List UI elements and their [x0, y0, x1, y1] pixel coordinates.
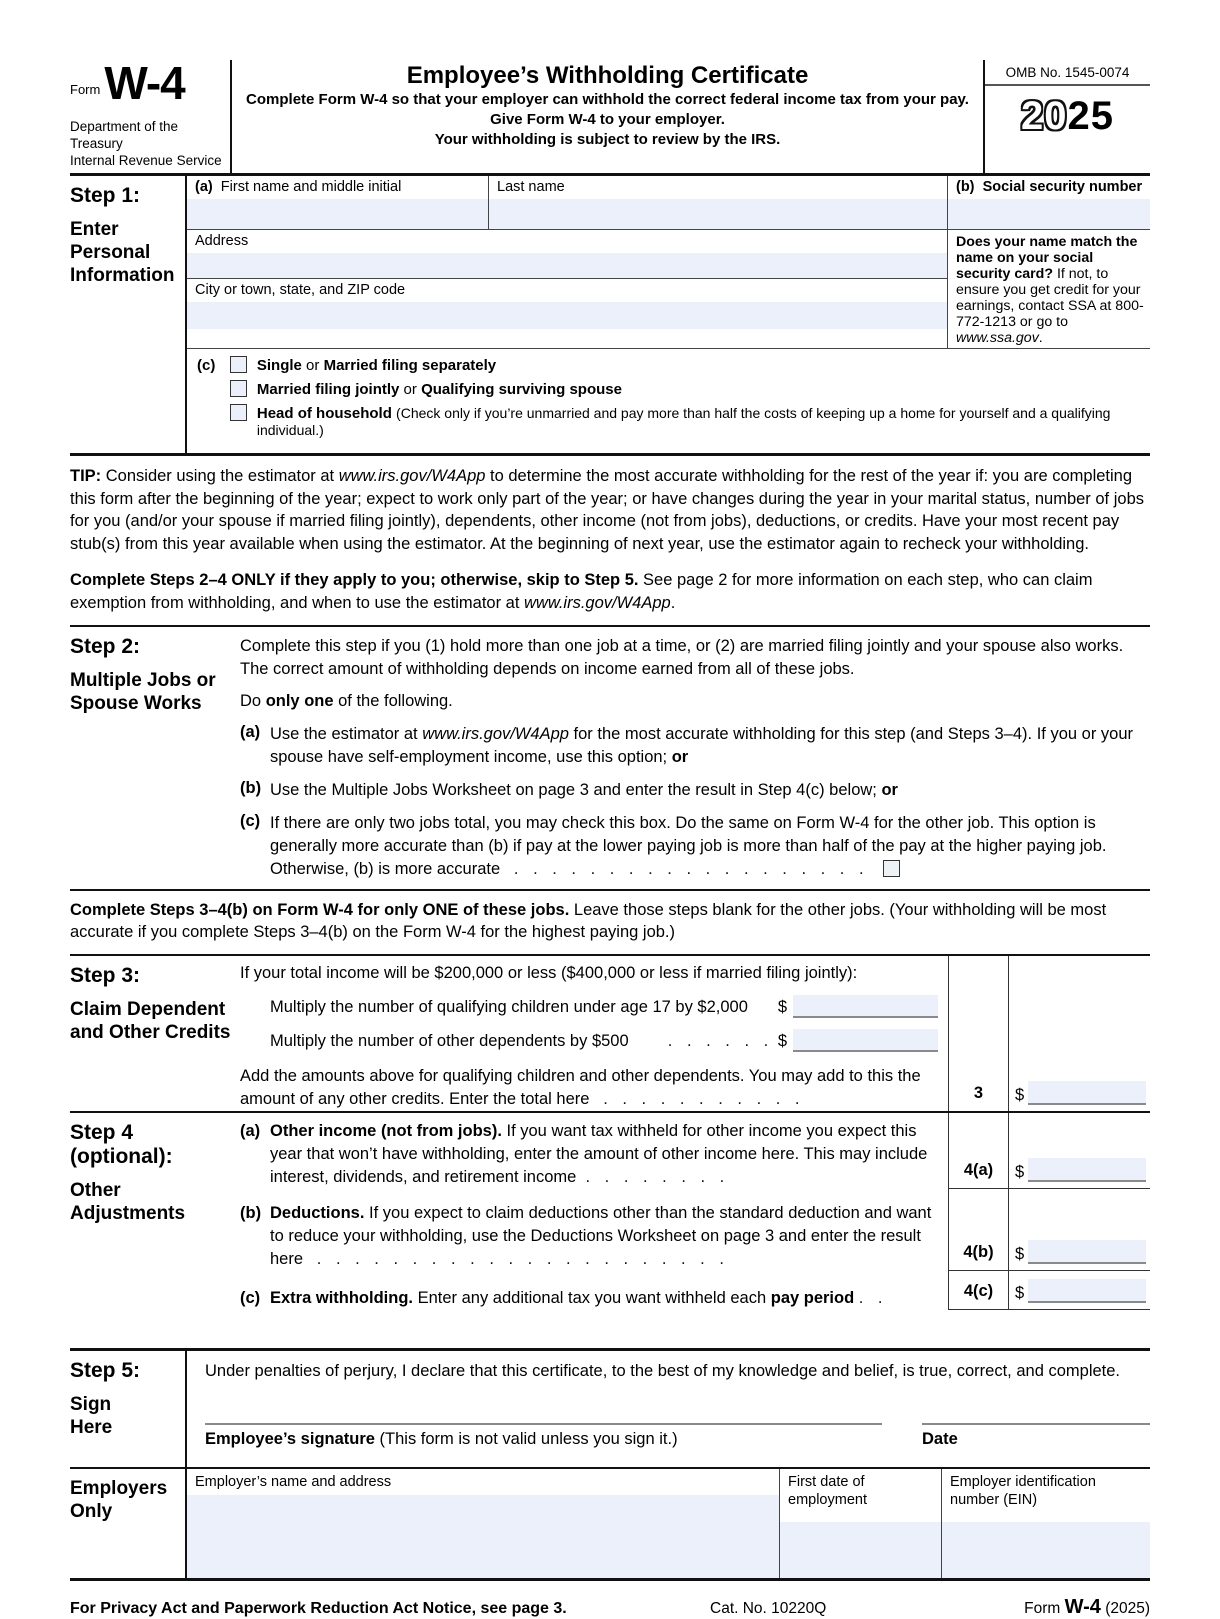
ein-label: Employer identification number (EIN) — [950, 1474, 1096, 1508]
married-jointly-checkbox[interactable] — [230, 380, 247, 397]
step3-total-text: Add the amounts above for qualifying children and other dependents. You may add to this the amount of any other credits. Enter the total here . . . . . . . . . . . — [240, 1067, 921, 1108]
head-of-household-checkbox[interactable] — [230, 404, 247, 421]
form-word: Form — [70, 82, 101, 97]
step2-label: Step 2: — [70, 635, 141, 658]
step3-total-field[interactable] — [1028, 1081, 1146, 1105]
address-label: Address — [195, 233, 249, 249]
step4-label: Step 4 — [70, 1121, 134, 1144]
filing-status-prefix: (c) — [197, 357, 216, 374]
step2-item-c: (c) If there are only two jobs total, you may check this box. Do the same on Form W-4 for the other job. This option is generally more accurate than (b) if pay at the lower paying job is more than half of the pay at the higher paying job. Otherwise, (b) is more accurate . . . . . . . . . . . . . . . . . . . — [240, 811, 1107, 878]
qualifying-children-amount-field[interactable] — [793, 995, 938, 1018]
perjury-statement: Under penalties of perjury, I declare that this certificate, to the best of my knowledge and belief, is true, correct, and complete. — [205, 1362, 1121, 1380]
step4-sublabel: Other Adjustments — [70, 1180, 186, 1224]
form-number: W-4 — [104, 57, 185, 109]
page-footer — [70, 1581, 1150, 1619]
employers-only-label: Employers — [70, 1478, 168, 1499]
subtitle-line2: Give Form W-4 to your employer. — [490, 111, 725, 128]
employers-only-section: Employers Only Employer’s name and address First date of employment Employer identification number (EIN) — [70, 1469, 1150, 1581]
step4c-extra-withholding-field[interactable] — [1028, 1279, 1146, 1303]
ssa-name-match-note: Does your name match the name on your social security card? If not, to ensure you get credit for your earnings, contact SSA at 800-772-1213 or go to www.ssa.gov. — [947, 230, 1150, 348]
step3-intro: If your total income will be $200,000 or less ($400,000 or less if married filing jointly): — [240, 963, 858, 982]
step2-item-a: (a) Use the estimator at www.irs.gov/W4App for the most accurate withholding for this step (and Steps 3–4). If you or your spouse have self-employment income, use this option; or — [240, 722, 1133, 766]
dept-irs: Internal Revenue Service — [70, 153, 222, 168]
employer-name-label: Employer’s name and address — [195, 1474, 392, 1490]
step2-section: Step 2: Multiple Jobs or Spouse Works Complete this step if you (1) hold more than one job at a time, or (2) are married filing jointly and your spouse also works. The correct amount of withholding depends on income earned from all of these jobs. Do only one of the following. (a) Use the estimator at www.irs.gov/W4App for the most accurate withholding for this step (and Steps 3–4). If you or your spouse have self-employment income, use this option; or (b) Use the Multiple Jobs Worksheet on page 3 and enter the result in Step 4(c) below; or (c) If there are only two jobs total, you may check this box. Do the same on Form W-4 for the other job. This option is generally more accurate than (b) if pay at the lower paying job is more than half of the pay at the higher paying job. Otherwise, (b) is more accurate . . . . . . . . . . . . . . . . . . . — [70, 627, 1150, 891]
form-year: 2025 — [1021, 94, 1114, 138]
step3-section: Step 3: Claim Dependent and Other Credits If your total income will be $200,000 or less ($400,000 or less if married filing jointly): Multiply the number of qualifying children under age 17 by $2,000 $ Multiply the number of other dependents by $500 . . . . . . $ Add the amounts above for qualifying children and other dependents. You may add to this the amount of any other credits. Enter the total here . . . . . . . . . . . 3 $ — [70, 954, 1150, 1114]
step3-line-number: 3 — [948, 956, 1008, 1112]
step1-label: Step 1: — [70, 184, 141, 207]
step4a-line-number: 4(a) — [948, 1113, 1008, 1189]
signature-label: Employee’s signature — [205, 1429, 375, 1448]
omb-number: OMB No. 1545-0074 — [985, 60, 1150, 86]
date-label: Date — [922, 1429, 958, 1448]
ein-input[interactable] — [942, 1522, 1150, 1578]
page-title: Employee’s Withholding Certificate — [406, 62, 809, 89]
catalog-number: Cat. No. 10220Q — [710, 1600, 827, 1617]
tip-paragraph: TIP: Consider using the estimator at www.irs.gov/W4App to determine the most accurate withholding for the rest of the year if: you are completing this form after the beginning of the year; expect to work only part of the year; or have changes during the year in your marital status, number of jobs for you (and/or your spouse if married filing jointly), dependents, other income (not from jobs), deductions, or credits. Have your most recent pay stub(s) from this year available when using the estimator. At the beginning of next year, use the estimator again to recheck your withholding. — [70, 467, 1144, 553]
subtitle-line3: Your withholding is subject to review by the IRS. — [434, 131, 781, 148]
qualifying-children-text: Multiply the number of qualifying children under age 17 by $2,000 — [270, 998, 748, 1016]
step4b-deductions-field[interactable] — [1028, 1240, 1146, 1264]
step4c-line-number: 4(c) — [948, 1271, 1008, 1310]
step4b-line-number: 4(b) — [948, 1189, 1008, 1271]
first-name-label: First name and middle initial — [220, 179, 402, 195]
single-filing-checkbox[interactable] — [230, 356, 247, 373]
city-input[interactable] — [187, 302, 947, 329]
step4-row-c: (c) Extra withholding. Enter any additional tax you want withheld each pay period . . 4(c) $ — [240, 1271, 1150, 1310]
dept-treasury: Department of the Treasury — [70, 119, 179, 151]
step4a-other-income-field[interactable] — [1028, 1158, 1146, 1182]
other-dependents-amount-field[interactable] — [793, 1029, 938, 1052]
two-jobs-checkbox[interactable] — [883, 860, 900, 877]
ssn-label: Social security number — [982, 179, 1143, 195]
address-input[interactable] — [187, 253, 947, 278]
step2-intro: Complete this step if you (1) hold more than one job at a time, or (2) are married filing jointly and your spouse also works. The correct amount of withholding depends on income earned from all of these jobs. — [240, 637, 1124, 678]
steps-2-4-note: Complete Steps 2–4 ONLY if they apply to you; otherwise, skip to Step 5. See page 2 for more information on each step, who can claim exemption from withholding, and when to use the estimator at www.irs.gov/W4App. — [70, 565, 1150, 627]
other-dependents-text: Multiply the number of other dependents by $500 — [270, 1032, 629, 1050]
step4-section: Step 4 (optional): Other Adjustments (a) Other income (not from jobs). If you want tax withheld for other income you expect this year that won’t have withholding, enter the amount of other income here. This may include interest, dividends, and retirement income . . . . . . . . 4(a) $ (b) Deductions. If you expect to claim deductions other than the standard deduction and want to reduce your withholding, use the Deductions Worksheet on page 3 and enter the result here . . . . . . . . . . . . . . . . . . . . . . 4(b) $ (c) Extra withholding. Enter any additional tax you want withheld each pay period . . 4(c) $ — [70, 1113, 1150, 1310]
step3-sublabel: Claim Dependent and Other Credits — [70, 998, 231, 1043]
last-name-input[interactable] — [489, 199, 947, 229]
step1-section: Step 1: Enter Personal Information (a) First name and middle initial Last name (b) Social security number Address City or town, state, and ZIP code Does your name match the name on your social security card? If not, to ensure you get credit for your earnings, contact SSA at 800-772-1213 or go to www.ssa.gov. (c) Single or Married filing separately Married filing jointly or Qualifying surviving spouse Head of household (Check only if you’re unmarried and pay more than half the costs of keeping up a home for yourself and a qualifying individual.) — [70, 176, 1150, 456]
privacy-notice: For Privacy Act and Paperwork Reduction Act Notice, see page 3. — [70, 1600, 567, 1617]
step2-item-b: (b) Use the Multiple Jobs Worksheet on page 3 and enter the result in Step 4(c) below; or — [240, 778, 898, 799]
ssn-input[interactable] — [948, 199, 1150, 229]
steps-3-4b-note: Complete Steps 3–4(b) on Form W-4 for only ONE of these jobs. Leave those steps blank for the other jobs. (Your withholding will be most accurate if you complete Steps 3–4(b) on the Form W-4 for the highest paying job.) — [70, 900, 1107, 941]
city-label: City or town, state, and ZIP code — [195, 282, 406, 298]
employer-name-input[interactable] — [187, 1495, 779, 1578]
step1-sublabel: Enter Personal Information — [70, 219, 175, 286]
step2-sublabel: Multiple Jobs or Spouse Works — [70, 670, 216, 714]
last-name-label: Last name — [497, 179, 565, 195]
form-footer-id: Form W-4 (2025) — [1024, 1596, 1150, 1618]
first-date-input[interactable] — [780, 1522, 941, 1578]
form-header — [70, 57, 1150, 176]
subtitle-line1: Complete Form W-4 so that your employer can withhold the correct federal income tax from your pay. — [246, 91, 969, 108]
step3-label: Step 3: — [70, 963, 141, 987]
step4-row-a: (a) Other income (not from jobs). If you want tax withheld for other income you expect this year that won’t have withholding, enter the amount of other income here. This may include interest, dividends, and retirement income . . . . . . . . 4(a) $ — [240, 1113, 1150, 1189]
step5-label: Step 5: — [70, 1359, 141, 1382]
step5-section: Step 5: Sign Here Under penalties of perjury, I declare that this certificate, to the best of my knowledge and belief, is true, correct, and complete. Employee’s signature (This form is not valid unless you sign it.) Date — [70, 1348, 1150, 1469]
step4-row-b: (b) Deductions. If you expect to claim deductions other than the standard deduction and want to reduce your withholding, use the Deductions Worksheet on page 3 and enter the result here . . . . . . . . . . . . . . . . . . . . . . 4(b) $ — [240, 1189, 1150, 1271]
first-date-label: First date of employment — [788, 1474, 867, 1508]
first-name-input[interactable] — [187, 199, 488, 229]
